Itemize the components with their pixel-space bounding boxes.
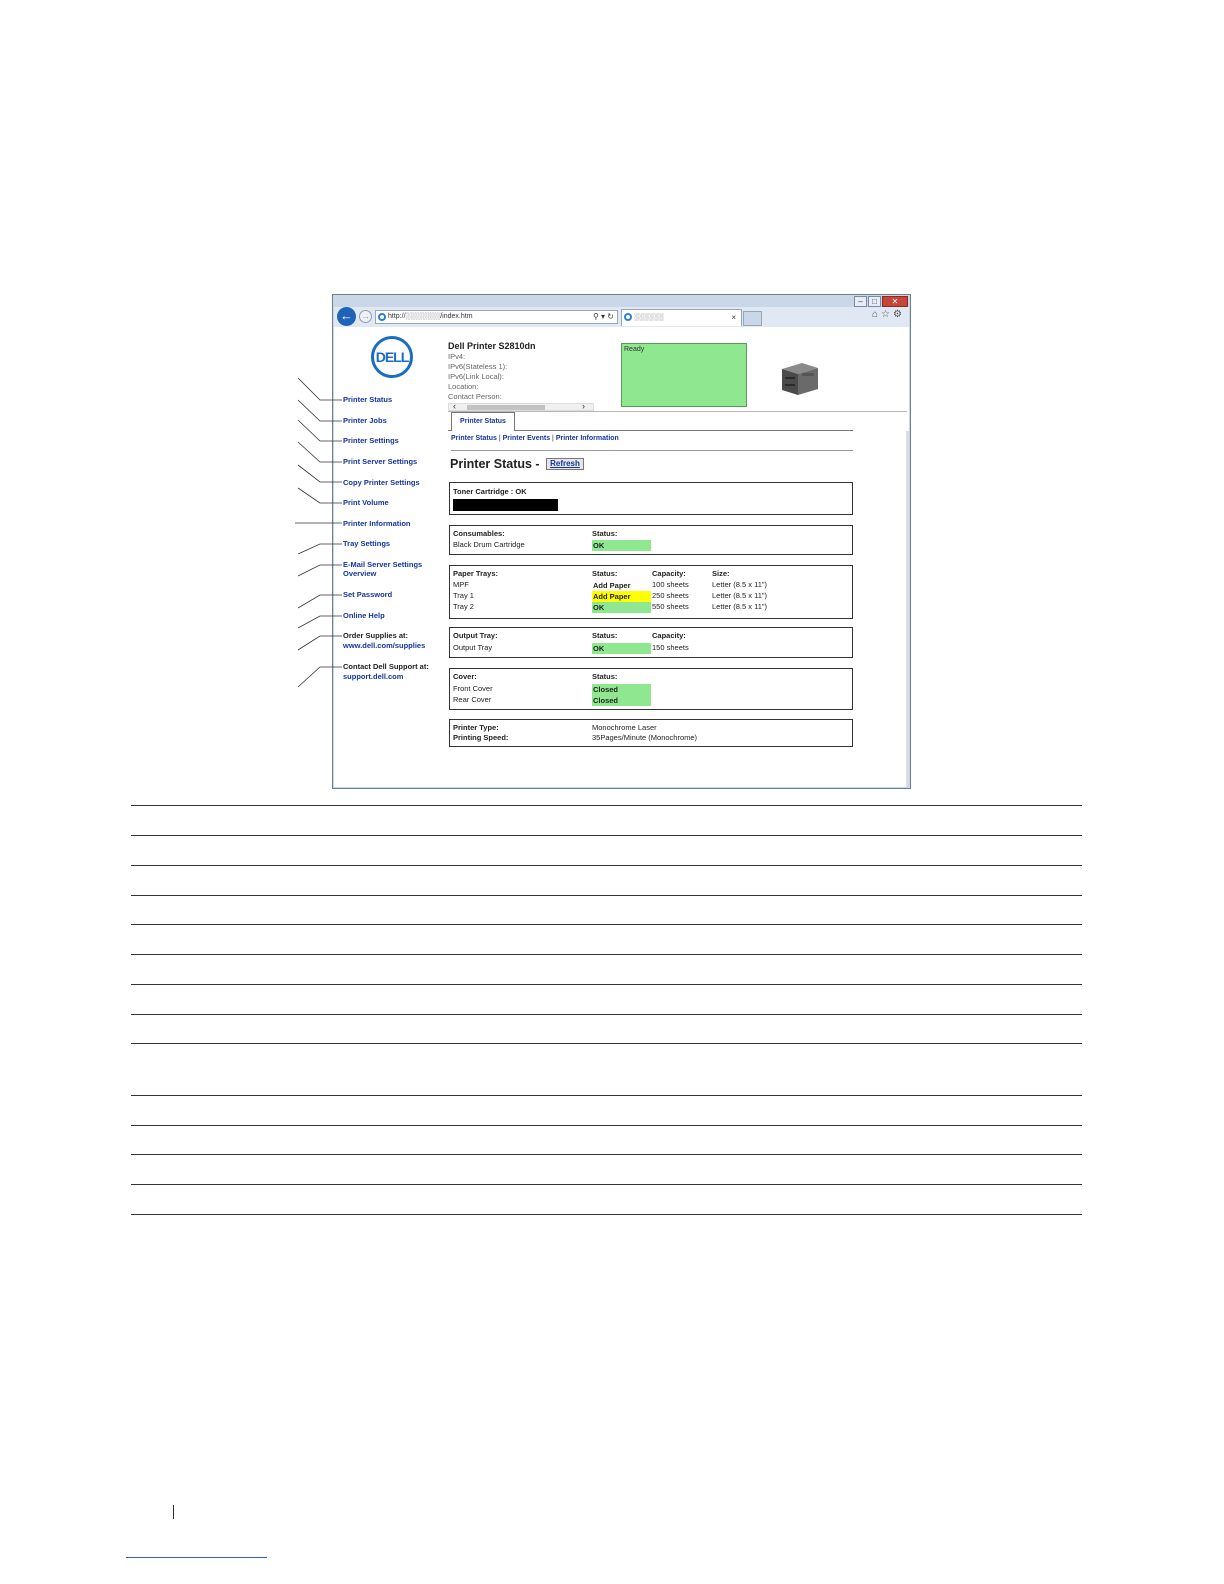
consumables-header: Consumables: xyxy=(453,529,505,538)
tray-capacity: 250 sheets xyxy=(652,591,689,600)
order-supplies-label: Order Supplies at: xyxy=(343,631,409,640)
table-rule xyxy=(131,805,1082,806)
info-location: Location: xyxy=(448,382,479,391)
menu-printer-settings[interactable]: Printer Settings xyxy=(343,436,399,445)
sublink-printer-information[interactable]: Printer Information xyxy=(555,435,619,442)
menu-print-server-settings[interactable]: Print Server Settings xyxy=(343,457,418,466)
table-rule xyxy=(131,1043,1082,1044)
paper-trays-capacity-header: Capacity: xyxy=(652,569,686,578)
menu-tray-settings[interactable]: Tray Settings xyxy=(343,539,391,548)
browser-toolbar xyxy=(334,307,909,327)
back-button[interactable]: ← xyxy=(337,307,356,326)
paper-trays-box xyxy=(449,565,853,619)
printer-type-label: Printer Type: xyxy=(453,723,499,732)
consumables-status-header: Status: xyxy=(592,529,618,538)
browser-tab[interactable] xyxy=(621,309,742,326)
scroll-left-icon[interactable]: ‹ xyxy=(453,401,456,411)
info-ipv6-link-local: IPv6(Link Local): xyxy=(448,372,504,381)
cover-box xyxy=(449,668,853,710)
tab-baseline xyxy=(515,430,853,431)
cover-status: Closed xyxy=(592,695,651,706)
menu-copy-printer-settings[interactable]: Copy Printer Settings xyxy=(343,478,420,487)
page-title-text: Printer Status - xyxy=(450,457,540,471)
output-tray-status: OK xyxy=(592,643,651,654)
browser-tab-title: ░░░░░░ xyxy=(634,314,664,321)
tab-close-icon[interactable]: × xyxy=(731,313,736,322)
menu-set-password[interactable]: Set Password xyxy=(343,590,393,599)
output-tray-box xyxy=(449,627,853,658)
table-rule xyxy=(131,954,1082,955)
status-panel xyxy=(621,343,747,407)
table-rule xyxy=(131,1095,1082,1096)
printer-icon xyxy=(778,359,822,397)
ie-icon xyxy=(378,313,386,321)
tray-capacity: 100 sheets xyxy=(652,580,689,589)
tab-printer-status[interactable]: Printer Status xyxy=(451,412,515,431)
printer-info xyxy=(448,352,507,402)
info-contact-person: Contact Person: xyxy=(448,392,502,401)
cover-status: Closed xyxy=(592,684,651,695)
tray-name: Tray 1 xyxy=(453,591,474,600)
table-rule xyxy=(131,895,1082,896)
tray-status: Add Paper xyxy=(593,581,631,590)
browser-window xyxy=(332,294,911,789)
paper-trays-header: Paper Trays: xyxy=(453,569,499,578)
table-rule xyxy=(131,924,1082,925)
dell-logo: DELL xyxy=(371,336,413,378)
table-rule xyxy=(131,984,1082,985)
toner-label: Toner Cartridge : OK xyxy=(453,487,527,496)
menu-printer-information[interactable]: Printer Information xyxy=(343,519,411,528)
tray-size: Letter (8.5 x 11") xyxy=(712,580,768,589)
menu-email-server-settings[interactable]: E-Mail Server Settings xyxy=(343,560,423,569)
contact-support-link[interactable]: support.dell.com xyxy=(343,672,404,681)
paper-trays-size-header: Size: xyxy=(712,569,730,578)
contact-support-label: Contact Dell Support at: xyxy=(343,662,429,671)
tray-name: MPF xyxy=(453,580,469,589)
page-content xyxy=(334,327,909,787)
minimize-button[interactable]: – xyxy=(854,296,867,307)
table-rule xyxy=(131,1214,1082,1215)
table-rule xyxy=(131,1125,1082,1126)
scroll-thumb[interactable] xyxy=(467,405,545,410)
footer-link-underline[interactable] xyxy=(126,1557,267,1558)
info-ipv6-stateless: IPv6(Stateless 1): xyxy=(448,362,508,371)
forward-button[interactable]: → xyxy=(361,311,370,321)
tray-status: Add Paper xyxy=(592,591,651,602)
tab-ie-icon xyxy=(624,313,632,321)
table-rule xyxy=(131,1014,1082,1015)
printing-speed-value: 35Pages/Minute (Monochrome) xyxy=(592,733,698,742)
printer-type-box xyxy=(449,719,853,747)
refresh-button[interactable]: Refresh xyxy=(546,458,584,470)
cover-header: Cover: xyxy=(453,672,477,681)
menu-online-help[interactable]: Online Help xyxy=(343,611,385,620)
sublink-printer-events[interactable]: Printer Events xyxy=(502,435,551,442)
search-refresh-icon[interactable]: ⚲ ▾ ↻ xyxy=(592,312,614,321)
printer-name: Dell Printer S2810dn xyxy=(448,341,536,351)
menu-printer-status[interactable]: Printer Status xyxy=(343,395,393,404)
table-rule xyxy=(131,1154,1082,1155)
table-rule xyxy=(131,835,1082,836)
cover-name: Rear Cover xyxy=(453,695,492,704)
table-rule xyxy=(131,1184,1082,1185)
close-window-button[interactable]: ✕ xyxy=(882,296,908,307)
info-ipv4: IPv4: xyxy=(448,352,466,361)
consumables-box xyxy=(449,525,853,555)
menu-printer-jobs[interactable]: Printer Jobs xyxy=(343,416,387,425)
table-rule xyxy=(131,865,1082,866)
toner-box xyxy=(449,482,853,515)
output-tray-capacity: 150 sheets xyxy=(652,643,689,652)
new-tab-button[interactable] xyxy=(743,311,762,326)
menu-print-volume[interactable]: Print Volume xyxy=(343,498,389,507)
address-text: http://░░░░░░░/index.htm xyxy=(388,313,473,320)
tray-size: Letter (8.5 x 11") xyxy=(712,602,768,611)
output-tray-header: Output Tray: xyxy=(453,631,498,640)
address-bar[interactable] xyxy=(375,310,618,324)
tray-size: Letter (8.5 x 11") xyxy=(712,591,768,600)
page-title xyxy=(450,457,584,471)
order-supplies-link[interactable]: www.dell.com/supplies xyxy=(343,641,426,650)
horizontal-scrollbar[interactable] xyxy=(448,403,594,411)
cover-name: Front Cover xyxy=(453,684,493,693)
consumable-status: OK xyxy=(592,540,651,551)
tray-status: OK xyxy=(592,602,651,613)
footer-mark xyxy=(173,1505,174,1519)
output-tray-status-header: Status: xyxy=(592,631,618,640)
tray-capacity: 550 sheets xyxy=(652,602,689,611)
maximize-button[interactable]: □ xyxy=(868,296,881,307)
toner-level-bar xyxy=(453,499,558,511)
sub-navigation-divider xyxy=(451,450,853,451)
output-tray-name: Output Tray xyxy=(453,643,493,652)
sub-navigation: Printer Status | Printer Events | Printer Information xyxy=(451,435,619,442)
cover-status-header: Status: xyxy=(592,672,618,681)
callout-lines xyxy=(290,370,342,690)
printing-speed-label: Printing Speed: xyxy=(453,733,509,742)
status-text: Ready xyxy=(624,346,645,353)
header-divider xyxy=(448,411,907,412)
paper-trays-status-header: Status: xyxy=(592,569,618,578)
vertical-scrollbar[interactable] xyxy=(906,431,909,787)
printer-type-value: Monochrome Laser xyxy=(592,723,657,732)
tray-name: Tray 2 xyxy=(453,602,474,611)
consumable-name: Black Drum Cartridge xyxy=(453,540,525,549)
scroll-right-icon[interactable]: › xyxy=(582,401,585,411)
output-tray-capacity-header: Capacity: xyxy=(652,631,686,640)
sublink-printer-status[interactable]: Printer Status xyxy=(451,435,497,442)
home-favorites-settings-icons[interactable]: ⌂☆⚙ xyxy=(872,309,905,320)
menu-email-overview[interactable]: Overview xyxy=(343,569,377,578)
